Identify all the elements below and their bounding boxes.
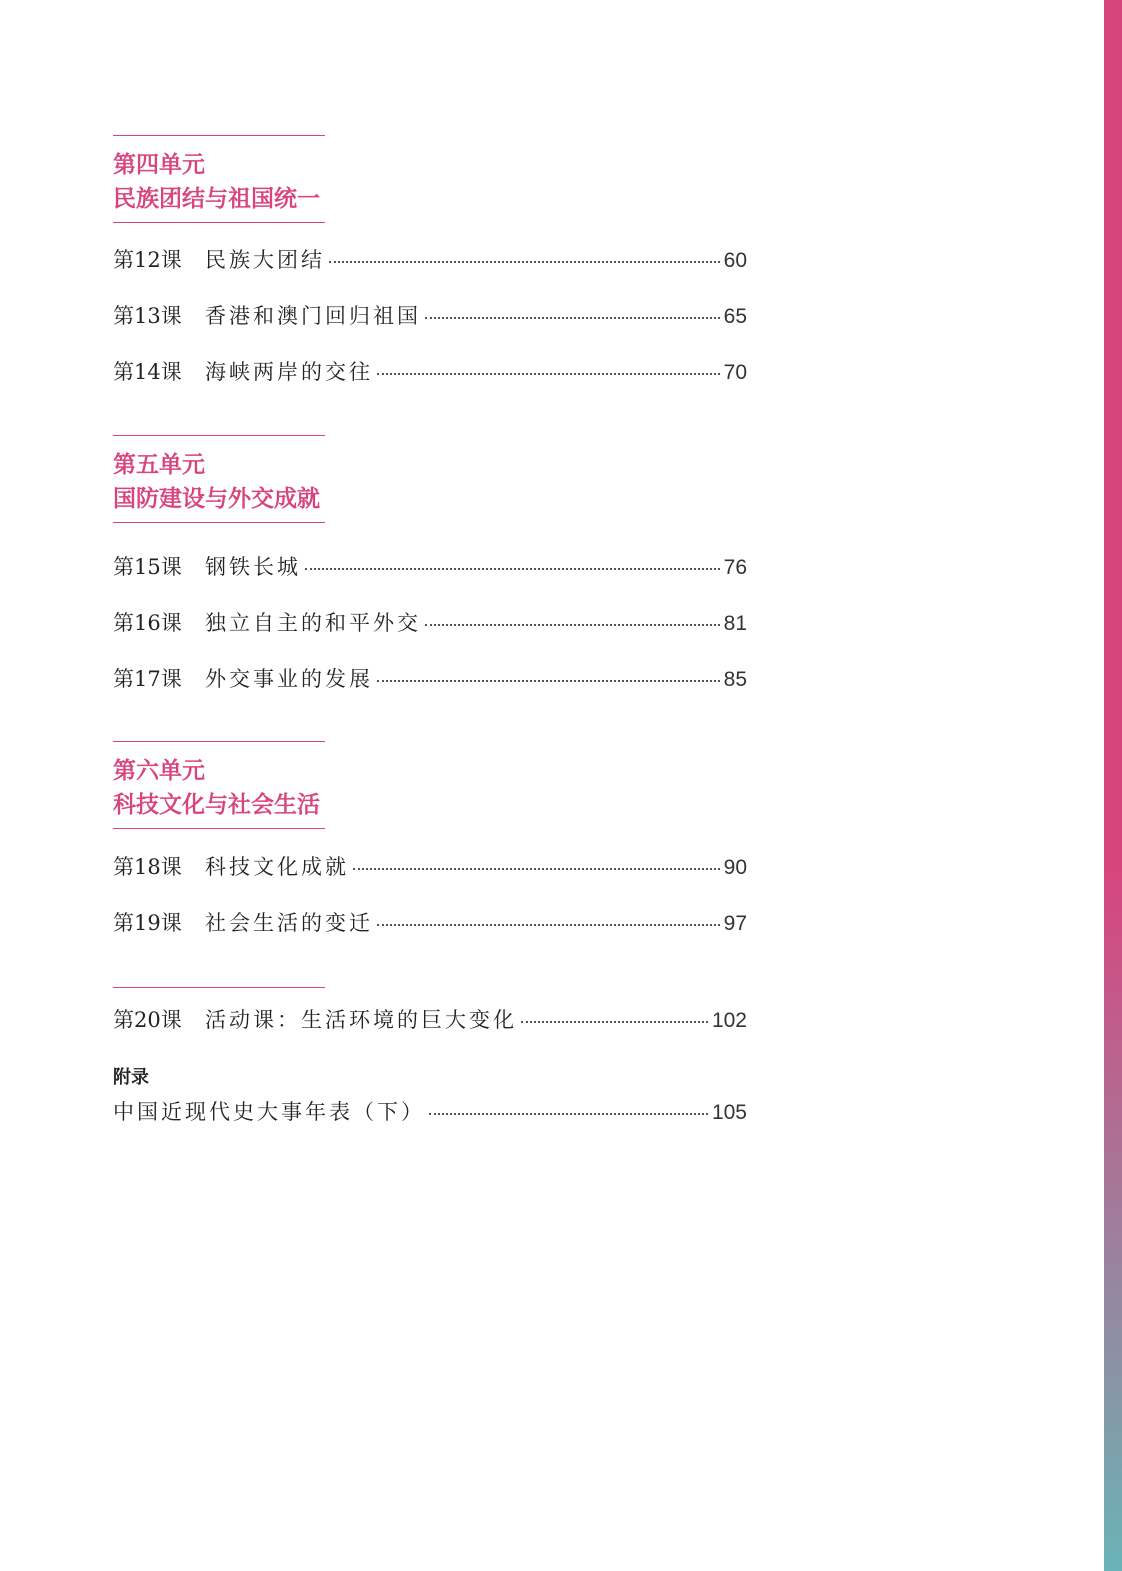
dot-leader [521, 1021, 708, 1023]
toc-entry-lesson-14[interactable] [113, 356, 747, 386]
lesson-title: 香港和澳门回归祖国 [205, 304, 421, 328]
unit-rule-top [113, 741, 325, 742]
page-number: 70 [723, 361, 747, 384]
lesson-number: 第16课 [113, 611, 182, 635]
page-number: 90 [723, 856, 747, 879]
lesson-number: 第19课 [113, 911, 182, 935]
lesson-title: 独立自主的和平外交 [205, 611, 421, 635]
page-number: 85 [723, 668, 747, 691]
page-number: 97 [723, 912, 747, 935]
page-number: 65 [723, 305, 747, 328]
page-number: 81 [723, 612, 747, 635]
lesson-title: 外交事业的发展 [205, 667, 373, 691]
unit-title: 科技文化与社会生活 [113, 791, 320, 818]
unit-rule-bottom [113, 522, 325, 523]
unit-5-header [113, 435, 353, 523]
lesson-title: 钢铁长城 [205, 555, 301, 579]
dot-leader [377, 373, 720, 375]
toc-entry-lesson-20[interactable] [113, 1004, 747, 1034]
unit-title: 国防建设与外交成就 [113, 485, 320, 512]
activity-rule [113, 987, 325, 988]
unit-number: 第六单元 [113, 757, 205, 784]
page-number: 60 [723, 249, 747, 272]
lesson-number: 第12课 [113, 248, 182, 272]
toc-entry-lesson-18[interactable] [113, 851, 747, 881]
appendix-title: 中国近现代史大事年表（下） [113, 1100, 425, 1124]
unit-title: 民族团结与祖国统一 [113, 185, 320, 212]
page-number: 76 [723, 556, 747, 579]
lesson-number: 第14课 [113, 360, 182, 384]
unit-rule-top [113, 435, 325, 436]
toc-entry-lesson-16[interactable] [113, 607, 747, 637]
lesson-title: 活动课：生活环境的巨大变化 [205, 1008, 517, 1032]
dot-leader [329, 261, 720, 263]
dot-leader [305, 568, 720, 570]
toc-entry-lesson-13[interactable] [113, 300, 747, 330]
dot-leader [425, 317, 720, 319]
lesson-number: 第15课 [113, 555, 182, 579]
page-number: 105 [711, 1101, 747, 1124]
toc-entry-lesson-19[interactable] [113, 907, 747, 937]
toc-entry-appendix[interactable] [113, 1096, 747, 1126]
dot-leader [425, 624, 720, 626]
lesson-number: 第18课 [113, 855, 182, 879]
unit-number: 第五单元 [113, 451, 205, 478]
dot-leader [377, 680, 720, 682]
lesson-number: 第17课 [113, 667, 182, 691]
dot-leader [377, 924, 720, 926]
lesson-title: 海峡两岸的交往 [205, 360, 373, 384]
lesson-number: 第20课 [113, 1008, 182, 1032]
unit-rule-bottom [113, 828, 325, 829]
unit-rule-bottom [113, 222, 325, 223]
dot-leader [353, 868, 720, 870]
page-edge-strip [1102, 0, 1122, 1571]
unit-4-header [113, 135, 353, 223]
toc-entry-lesson-12[interactable] [113, 244, 747, 274]
unit-rule-top [113, 135, 325, 136]
toc-entry-lesson-17[interactable] [113, 663, 747, 693]
appendix-label: 附录 [113, 1067, 149, 1088]
toc-entry-lesson-15[interactable] [113, 551, 747, 581]
unit-6-header [113, 741, 353, 829]
unit-number: 第四单元 [113, 151, 205, 178]
lesson-title: 科技文化成就 [205, 855, 349, 879]
dot-leader [429, 1113, 708, 1115]
lesson-title: 民族大团结 [205, 248, 325, 272]
page-number: 102 [711, 1009, 747, 1032]
lesson-title: 社会生活的变迁 [205, 911, 373, 935]
lesson-number: 第13课 [113, 304, 182, 328]
